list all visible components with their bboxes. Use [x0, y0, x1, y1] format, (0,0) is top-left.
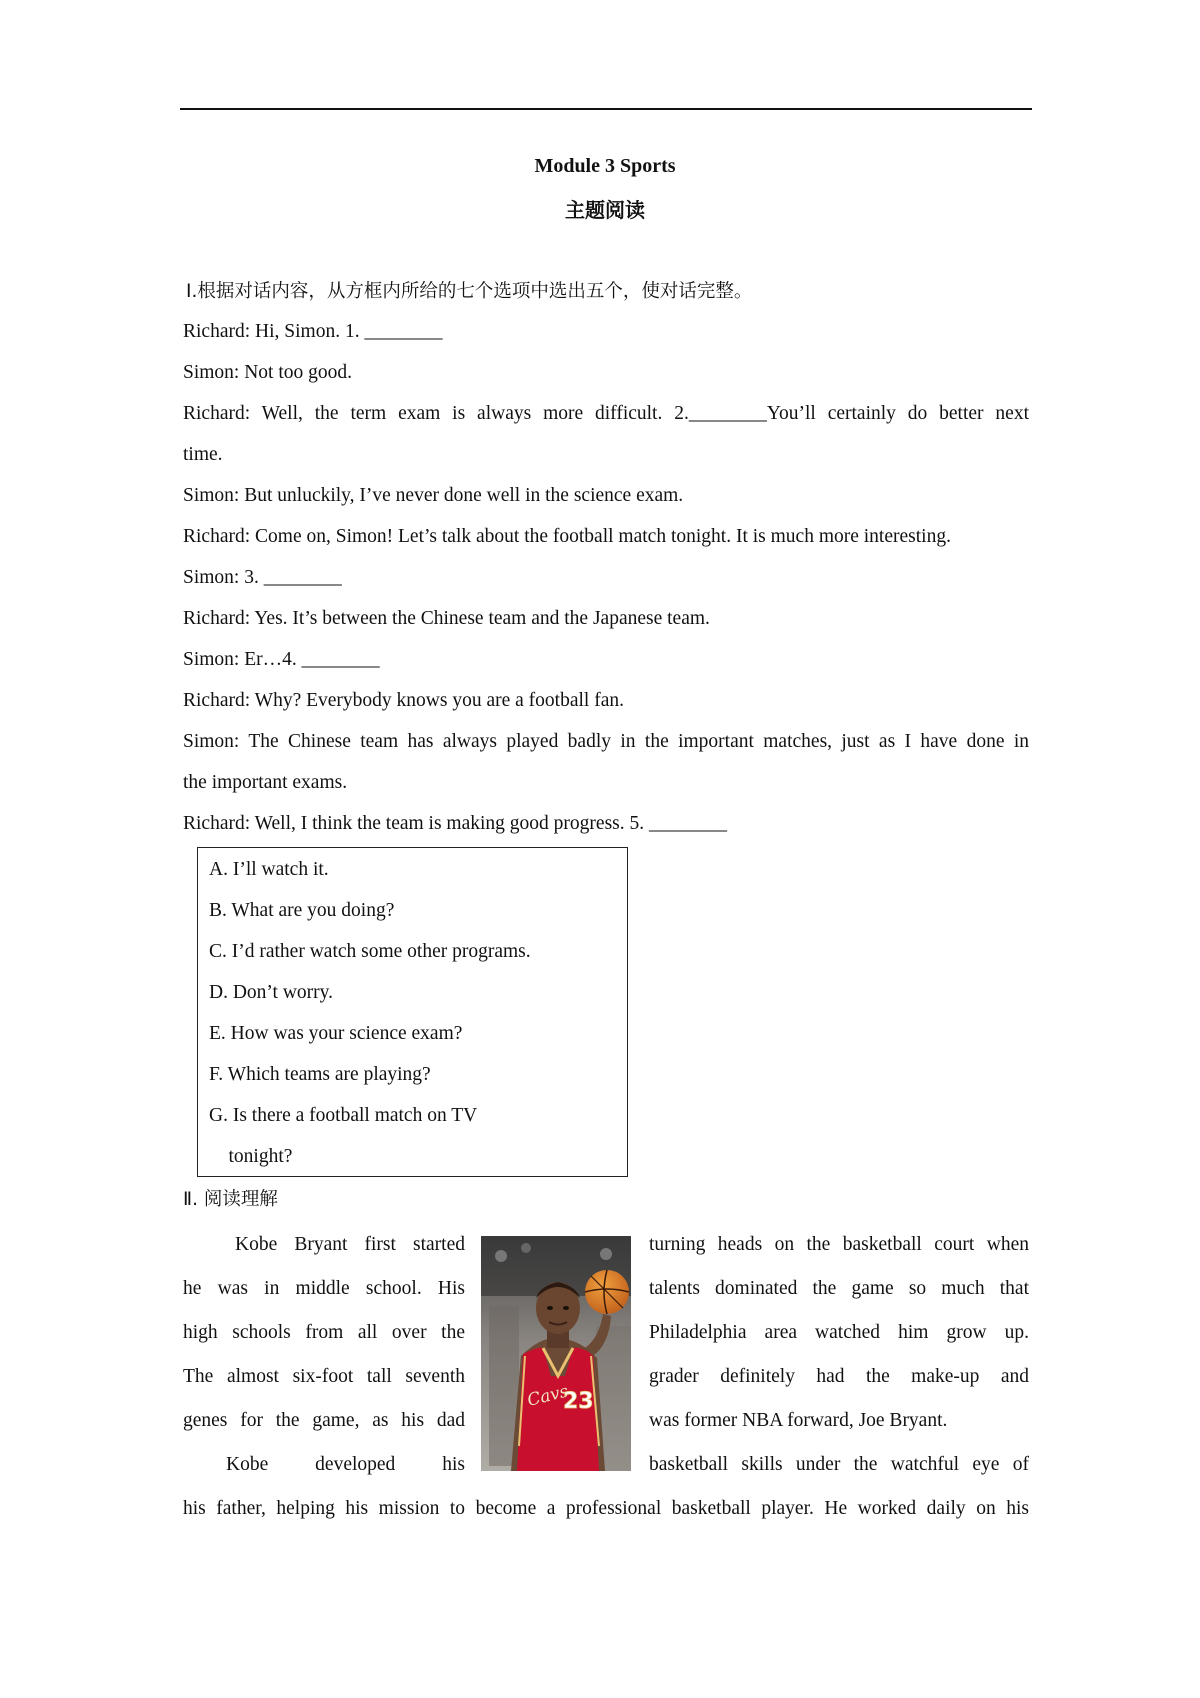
dialogue-line: Richard: Come on, Simon! Let’s talk about the football match tonight. It is much more interesting. [183, 526, 951, 547]
dialogue-line: Richard: Well, I think the team is making good progress. 5. ________ [183, 813, 727, 834]
dialogue-line: the important exams. [183, 772, 348, 793]
jersey-number: 23 [563, 1389, 594, 1414]
options-box [197, 847, 628, 1177]
dialogue-line: Richard: Well, the term exam is always more difficult. 2.________You’ll certainly do better next [183, 403, 1029, 424]
dialogue-line: Simon: Not too good. [183, 362, 353, 383]
option-g: G. Is there a football match on TV [209, 1105, 478, 1126]
section-1-heading: Ⅰ.根据对话内容，从方框内所给的七个选项中选出五个，使对话完整。 [186, 281, 753, 302]
option-e: E. How was your science exam? [209, 1023, 463, 1044]
passage-left-line: Kobe Bryant first started [235, 1234, 465, 1255]
option-b: B. What are you doing? [209, 900, 395, 921]
dialogue-line: Richard: Yes. It’s between the Chinese team and the Japanese team. [183, 608, 710, 629]
option-d: D. Don’t worry. [209, 982, 334, 1003]
passage-left-line: Kobe developed his [226, 1454, 465, 1475]
dialogue-line: Richard: Why? Everybody knows you are a football fan. [183, 690, 624, 711]
option-c: C. I’d rather watch some other programs. [209, 941, 531, 962]
dialogue-line: Richard: Hi, Simon. 1. ________ [183, 321, 443, 342]
option-g-continued: tonight? [209, 1146, 293, 1167]
dialogue-line: Simon: Er…4. ________ [183, 649, 380, 670]
passage-left-line: he was in middle school. His [183, 1278, 465, 1299]
jersey-text: Cavs [525, 1381, 571, 1411]
dialogue-line: Simon: 3. ________ [183, 567, 342, 588]
passage-right-line: basketball skills under the watchful eye of [649, 1454, 1029, 1475]
passage-full-line: his father, helping his mission to become a professional basketball player. He worked daily on his [183, 1498, 1029, 1519]
passage-right-line: turning heads on the basketball court when [649, 1234, 1029, 1255]
passage-right-line: Philadelphia area watched him grow up. [649, 1322, 1029, 1343]
section-2-heading: Ⅱ. 阅读理解 [183, 1189, 278, 1210]
passage-left-line: The almost six-foot tall seventh [183, 1366, 465, 1387]
page-subtitle: 主题阅读 [565, 198, 645, 222]
option-a: A. I’ll watch it. [209, 859, 329, 880]
dialogue-line: time. [183, 444, 223, 465]
passage-right-line: was former NBA forward, Joe Bryant. [649, 1410, 948, 1431]
dialogue-line: Simon: The Chinese team has always played badly in the important matches, just as I have done in [183, 731, 1029, 752]
passage-right-line: talents dominated the game so much that [649, 1278, 1029, 1299]
page-title: Module 3 Sports [534, 155, 676, 177]
option-f: F. Which teams are playing? [209, 1064, 431, 1085]
basketball-player-photo [481, 1236, 631, 1471]
header-rule [180, 108, 1032, 110]
passage-left-line: high schools from all over the [183, 1322, 465, 1343]
passage-left-line: genes for the game, as his dad [183, 1410, 465, 1431]
passage-right-line: grader definitely had the make-up and [649, 1366, 1029, 1387]
dialogue-line: Simon: But unluckily, I’ve never done well in the science exam. [183, 485, 684, 506]
